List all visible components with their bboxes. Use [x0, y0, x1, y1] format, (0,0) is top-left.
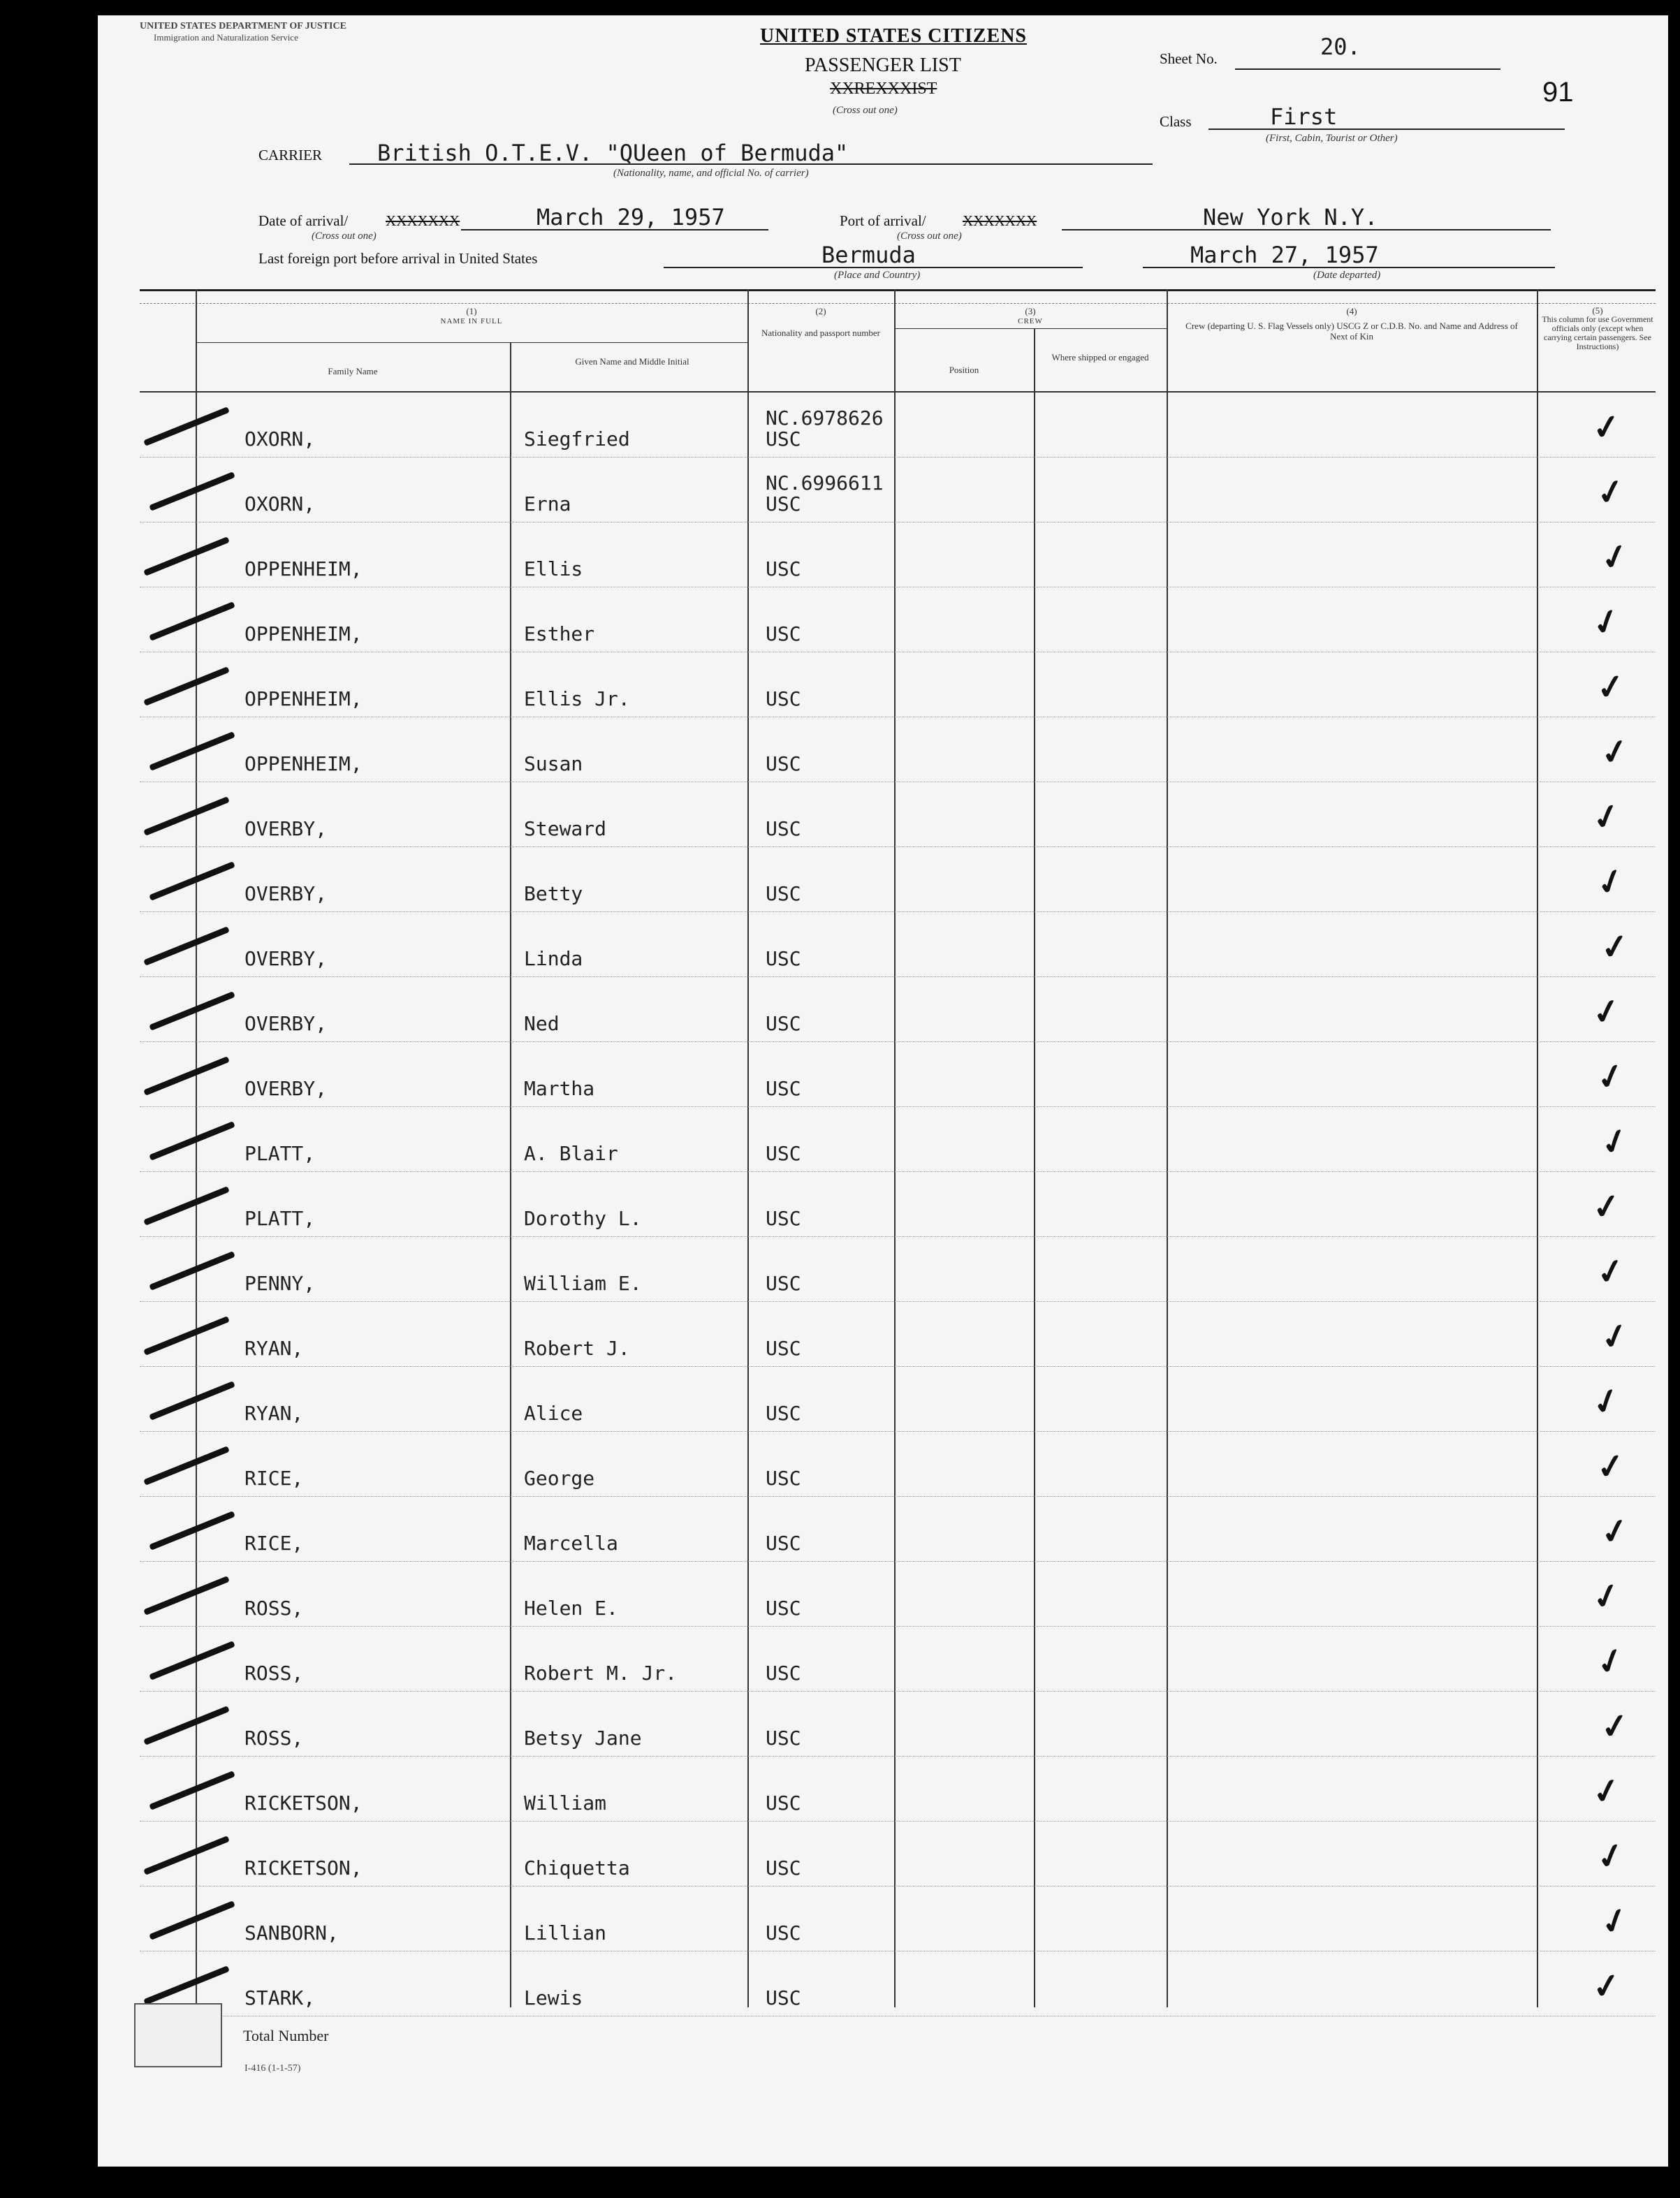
table-row	[140, 1951, 1656, 2016]
given-name: Susan	[524, 752, 583, 775]
col1-title: NAME IN FULL	[440, 317, 503, 325]
margin-slash-mark	[143, 1186, 230, 1226]
margin-slash-mark	[149, 1900, 235, 1940]
col3-header	[894, 306, 1167, 327]
col2-number: (2)	[815, 306, 826, 316]
port-note: (Cross out one)	[897, 230, 962, 242]
carrier-label: CARRIER	[258, 147, 323, 163]
nationality: USC	[766, 752, 801, 775]
col1-header	[196, 306, 747, 327]
nationality: USC	[766, 492, 801, 515]
total-number-box	[134, 2003, 222, 2067]
given-name: George	[524, 1467, 595, 1490]
table-row	[140, 912, 1656, 977]
inspection-checkmark-icon: ✓	[1590, 1187, 1623, 1228]
port-label: Port of arrival/	[840, 212, 926, 229]
table-row	[140, 977, 1656, 1042]
family-name: STARK,	[244, 1986, 316, 2009]
col4-title: Crew (departing U. S. Flag Vessels only) USCG Z or C.D.B. No. and Name and Address of Next of Kin	[1185, 321, 1518, 342]
inspection-checkmark-icon: ✓	[1593, 1055, 1629, 1099]
family-name: RYAN,	[244, 1337, 304, 1360]
last-port-note: (Place and Country)	[834, 270, 921, 281]
nationality: USC	[766, 882, 801, 905]
class-value: First	[1270, 103, 1338, 130]
margin-slash-mark	[143, 1576, 230, 1615]
table-row	[140, 652, 1656, 717]
class-note: (First, Cabin, Tourist or Other)	[1266, 133, 1398, 144]
arrival-note: (Cross out one)	[312, 230, 377, 242]
given-name: Alice	[524, 1402, 583, 1425]
inspection-checkmark-icon: ✓	[1589, 1771, 1624, 1813]
inspection-checkmark-icon: ✓	[1595, 1120, 1634, 1164]
nationality: USC	[766, 1402, 801, 1425]
inspection-checkmark-icon: ✓	[1588, 1575, 1625, 1619]
port-value: New York N.Y.	[1203, 204, 1378, 230]
nationality: USC	[766, 1337, 801, 1360]
family-name: RICKETSON,	[244, 1856, 363, 1880]
table-row	[140, 782, 1656, 847]
given-name: Betsy Jane	[524, 1727, 642, 1750]
margin-slash-mark	[149, 1381, 235, 1421]
given-name: Helen E.	[524, 1597, 618, 1620]
title-note: (Cross out one)	[833, 105, 898, 116]
inspection-checkmark-icon: ✓	[1591, 1640, 1630, 1684]
margin-slash-mark	[143, 666, 230, 706]
sheet-number: 20.	[1320, 34, 1361, 60]
given-name: Martha	[524, 1077, 595, 1100]
inspection-checkmark-icon: ✓	[1598, 731, 1632, 774]
col4-number: (4)	[1346, 306, 1357, 316]
given-name: Linda	[524, 947, 583, 970]
inspection-checkmark-icon: ✓	[1595, 1900, 1634, 1944]
col3-subrule	[894, 328, 1167, 329]
nationality: USC	[766, 1077, 801, 1100]
table-row	[140, 847, 1656, 912]
given-name: A. Blair	[524, 1142, 618, 1165]
table-row	[140, 1042, 1656, 1107]
nationality: USC	[766, 1532, 801, 1555]
nationality: USC	[766, 1272, 801, 1295]
table-dash-rule	[140, 303, 1656, 304]
family-name: OXORN,	[244, 427, 316, 450]
margin-slash-mark	[149, 1771, 235, 1810]
col5-header	[1540, 306, 1656, 351]
family-name: ROSS,	[244, 1662, 304, 1685]
table-row	[140, 1562, 1656, 1627]
margin-slash-mark	[143, 796, 230, 836]
nationality: USC	[766, 1662, 801, 1685]
given-name: William E.	[524, 1272, 642, 1295]
passport-number: NC.6996611	[766, 471, 884, 494]
inspection-checkmark-icon: ✓	[1588, 796, 1625, 840]
family-name: OVERBY,	[244, 1012, 328, 1035]
margin-slash-mark	[149, 991, 235, 1031]
nationality: USC	[766, 1727, 801, 1750]
nationality: USC	[766, 1467, 801, 1490]
given-name: Ellis	[524, 557, 583, 580]
departed-note: (Date departed)	[1313, 270, 1381, 281]
title-line1: UNITED STATES CITIZENS	[760, 25, 1027, 47]
margin-slash-mark	[149, 1121, 235, 1161]
last-port-value: Bermuda	[821, 242, 916, 268]
table-row	[140, 457, 1656, 522]
inspection-checkmark-icon: ✓	[1597, 536, 1633, 580]
margin-slash-mark	[143, 1706, 230, 1745]
margin-slash-mark	[143, 406, 230, 446]
family-name: OXORN,	[244, 492, 316, 515]
given-name: Lillian	[524, 1921, 607, 1944]
inspection-checkmark-icon: ✓	[1593, 471, 1628, 514]
table-row	[140, 1886, 1656, 1951]
page-number: 91	[1542, 77, 1574, 108]
passenger-table	[140, 289, 1656, 2007]
sheet-label: Sheet No.	[1160, 50, 1218, 67]
margin-slash-mark	[149, 601, 235, 641]
carrier-value: British O.T.E.V. "QUeen of Bermuda"	[377, 140, 849, 166]
given-name: Esther	[524, 622, 595, 645]
margin-slash-mark	[149, 731, 235, 771]
family-name: OVERBY,	[244, 947, 328, 970]
title-struck: XXREXXXIST	[830, 80, 937, 98]
table-row	[140, 522, 1656, 587]
inspection-checkmark-icon: ✓	[1598, 1511, 1632, 1553]
margin-slash-mark	[143, 1446, 230, 1486]
table-row	[140, 1172, 1656, 1237]
passenger-list-sheet	[98, 15, 1668, 2167]
nationality: USC	[766, 557, 801, 580]
given-name: Betty	[524, 882, 583, 905]
family-name: PLATT,	[244, 1142, 316, 1165]
col3-number: (3)	[1025, 306, 1036, 316]
family-name: ROSS,	[244, 1727, 304, 1750]
given-name: Dorothy L.	[524, 1207, 642, 1230]
inspection-checkmark-icon: ✓	[1593, 1251, 1628, 1294]
table-row	[140, 1432, 1656, 1497]
margin-slash-mark	[149, 1641, 235, 1680]
nationality: USC	[766, 1792, 801, 1815]
departed-value: March 27, 1957	[1190, 242, 1379, 268]
given-name: Steward	[524, 817, 607, 840]
family-name: OPPENHEIM,	[244, 557, 363, 580]
margin-slash-mark	[143, 1056, 230, 1096]
inspection-checkmark-icon: ✓	[1593, 1835, 1629, 1879]
inspection-checkmark-icon: ✓	[1587, 601, 1626, 645]
passport-number: NC.6978626	[766, 406, 884, 430]
table-row	[140, 1237, 1656, 1302]
col3-title: CREW	[1018, 317, 1043, 325]
col5-number: (5)	[1592, 305, 1603, 316]
table-row	[140, 1627, 1656, 1692]
arrival-label: Date of arrival/	[258, 212, 349, 229]
sheet-underline	[1235, 68, 1500, 70]
given-name: Robert M. Jr.	[524, 1662, 678, 1685]
arrival-value: March 29, 1957	[536, 204, 725, 230]
table-top-rule	[140, 289, 1656, 291]
col5-title: This column for use Government officials only (except when carrying certain passengers. See Instructions)	[1542, 314, 1653, 351]
given-name: Lewis	[524, 1986, 583, 2009]
nationality: USC	[766, 1012, 801, 1035]
inspection-checkmark-icon: ✓	[1594, 667, 1628, 708]
col3a-header: Position	[949, 365, 979, 375]
given-name: Robert J.	[524, 1337, 630, 1360]
class-underline	[1208, 129, 1565, 130]
inspection-checkmark-icon: ✓	[1598, 927, 1632, 968]
agency-line1: UNITED STATES DEPARTMENT OF JUSTICE	[140, 21, 346, 31]
nationality: USC	[766, 1856, 801, 1880]
nationality: USC	[766, 1921, 801, 1944]
margin-slash-mark	[149, 1251, 235, 1291]
given-name: Siegfried	[524, 427, 630, 450]
col4-header	[1181, 306, 1523, 342]
inspection-checkmark-icon: ✓	[1590, 1966, 1623, 2007]
inspection-checkmark-icon: ✓	[1598, 1706, 1632, 1748]
margin-slash-mark	[149, 861, 235, 901]
family-name: PENNY,	[244, 1272, 316, 1295]
col1-number: (1)	[466, 306, 477, 316]
family-name: SANBORN,	[244, 1921, 339, 1944]
inspection-checkmark-icon: ✓	[1597, 1315, 1633, 1359]
total-number-label: Total Number	[243, 2027, 329, 2044]
col1-subrule	[196, 342, 747, 343]
nationality: USC	[766, 1207, 801, 1230]
family-name: OVERBY,	[244, 817, 328, 840]
nationality: USC	[766, 947, 801, 970]
class-label: Class	[1160, 113, 1192, 130]
nationality: USC	[766, 622, 801, 645]
inspection-checkmark-icon: ✓	[1589, 991, 1624, 1034]
table-row	[140, 1497, 1656, 1562]
last-port-label: Last foreign port before arrival in United States	[258, 250, 538, 267]
nationality: USC	[766, 817, 801, 840]
family-name: PLATT,	[244, 1207, 316, 1230]
nationality: USC	[766, 1142, 801, 1165]
inspection-checkmark-icon: ✓	[1594, 1446, 1628, 1488]
family-name: RYAN,	[244, 1402, 304, 1425]
family-name: RICE,	[244, 1532, 304, 1555]
table-row	[140, 1302, 1656, 1367]
table-row	[140, 393, 1656, 457]
title-line2: PASSENGER LIST	[805, 54, 961, 76]
inspection-checkmark-icon: ✓	[1590, 407, 1623, 448]
table-row	[140, 1107, 1656, 1172]
table-row	[140, 1757, 1656, 1822]
family-name: OPPENHEIM,	[244, 687, 363, 710]
carrier-note: (Nationality, name, and official No. of carrier)	[613, 168, 809, 179]
col3b-header: Where shipped or engaged	[1051, 352, 1149, 362]
margin-slash-mark	[143, 1316, 230, 1356]
margin-slash-mark	[149, 1511, 235, 1551]
nationality: USC	[766, 687, 801, 710]
given-name: William	[524, 1792, 607, 1815]
family-name: RICE,	[244, 1467, 304, 1490]
family-name: RICKETSON,	[244, 1792, 363, 1815]
table-row	[140, 587, 1656, 652]
table-row	[140, 717, 1656, 782]
given-name: Marcella	[524, 1532, 618, 1555]
given-name: Ellis Jr.	[524, 687, 630, 710]
family-name: OVERBY,	[244, 882, 328, 905]
nationality: USC	[766, 427, 801, 450]
margin-slash-mark	[143, 1965, 230, 2005]
table-row	[140, 1692, 1656, 1757]
table-row	[140, 1822, 1656, 1886]
col2-header	[747, 306, 894, 338]
given-name: Ned	[524, 1012, 560, 1035]
form-number: I-416 (1-1-57)	[244, 2063, 301, 2074]
col1a-header: Family Name	[328, 366, 378, 376]
col1b-header: Given Name and Middle Initial	[575, 356, 689, 367]
table-row	[140, 1367, 1656, 1432]
given-name: Chiquetta	[524, 1856, 630, 1880]
margin-slash-mark	[143, 536, 230, 576]
port-struck: XXXXXXX	[963, 212, 1037, 229]
inspection-checkmark-icon: ✓	[1591, 860, 1630, 904]
family-name: OPPENHEIM,	[244, 752, 363, 775]
margin-slash-mark	[149, 471, 235, 511]
given-name: Erna	[524, 492, 571, 515]
nationality: USC	[766, 1986, 801, 2009]
nationality: USC	[766, 1597, 801, 1620]
inspection-checkmark-icon: ✓	[1587, 1380, 1626, 1424]
agency-line2: Immigration and Naturalization Service	[154, 32, 298, 43]
family-name: OVERBY,	[244, 1077, 328, 1100]
margin-check-strokes	[98, 15, 251, 2167]
family-name: OPPENHEIM,	[244, 622, 363, 645]
arrival-struck: XXXXXXX	[386, 212, 460, 229]
col2-title: Nationality and passport number	[761, 328, 881, 338]
family-name: ROSS,	[244, 1597, 304, 1620]
table-body	[140, 393, 1656, 2009]
margin-slash-mark	[143, 926, 230, 966]
margin-slash-mark	[143, 1836, 230, 1875]
